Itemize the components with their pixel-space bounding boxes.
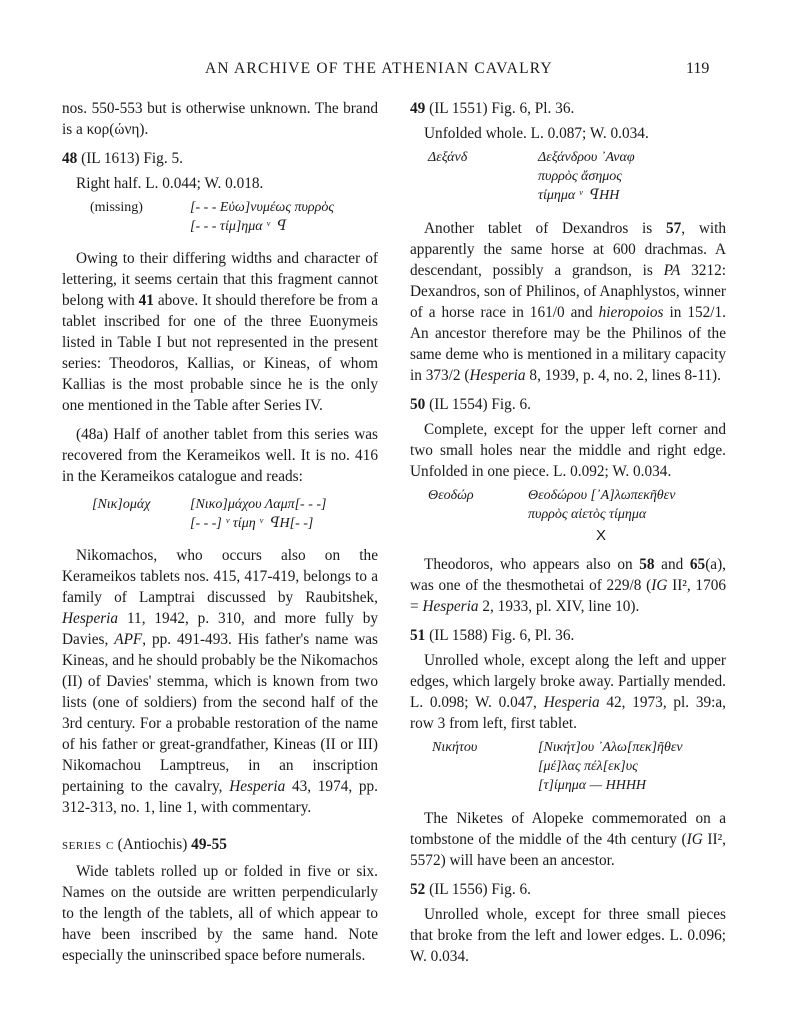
inscription-line: [τ]ίμημα — HHHH	[538, 778, 647, 793]
inscription-label: Δεξάνδ	[428, 150, 468, 165]
running-title: AN ARCHIVE OF THE ATHENIAN CAVALRY	[205, 60, 553, 77]
inscription-line: [Νικο]μάχου Λαμπ[- - -]	[190, 497, 327, 512]
paragraph-dexandros: Another tablet of Dexandros is 57, with apparently the same horse at 600 drachmas. A descendant, possibly a grandson, is PA 3212: Dexandros, son of Philinos, of Anaphlystos, winner of a horse race in 161/0 and hieropoios in 152/1. An ancestor therefore may be the Philinos of the same deme who is mentioned in a military capacity in 373/2 (Hesperia 8, 1939, p. 4, no. 2, lines 8-11).	[410, 220, 727, 384]
x-mark: X	[596, 527, 607, 544]
inscription-line: πυρρὸς ἄσημος	[538, 169, 622, 184]
paragraph-intro: nos. 550-553 but is otherwise unknown. The brand is a κορ(ώνη).	[62, 100, 378, 138]
paragraph-niketes: The Niketes of Alopeke commemorated on a tombstone of the middle of the 4th century (IG II², 5572) will have been an ancestor.	[410, 810, 726, 869]
entry-48-description: Right half. L. 0.044; W. 0.018.	[76, 175, 264, 192]
entry-48-heading: 48 (IL 1613) Fig. 5.	[62, 150, 183, 167]
paragraph-wide-tablets: Wide tablets rolled up or folded in five or six. Names on the outside are written perpendicularly to the length of the tablets, all of which appear to have been inscribed by the same hand. Note especially the uninscribed space before numerals.	[62, 863, 378, 964]
entry-50-heading: 50 (IL 1554) Fig. 6.	[410, 396, 531, 413]
entry-50-inscription	[410, 486, 726, 544]
inscription-label: [Νικ]ομάχ	[92, 497, 151, 512]
inscription-label: (missing)	[90, 200, 143, 215]
left-column	[62, 98, 378, 974]
entry-52-heading: 52 (IL 1556) Fig. 6.	[410, 881, 531, 898]
entry-51-inscription	[410, 738, 726, 798]
inscription-line: Δεξάνδρου ᾿Αναφ	[538, 150, 635, 165]
running-header	[0, 60, 787, 82]
entry-52-description: Unrolled whole, except for three small pieces that broke from the left and lower edges. L. 0.096; W. 0.034.	[410, 906, 726, 965]
entry-49-heading: 49 (IL 1551) Fig. 6, Pl. 36.	[410, 100, 575, 117]
inscription-line: [μέ]λας πέλ[εκ]υς	[538, 759, 638, 774]
page-number: 119	[686, 60, 710, 77]
entry-49-inscription	[410, 148, 726, 208]
entry-51-description: Unrolled whole, except along the left and upper edges, which largely broke away. Partially mended. L. 0.098; W. 0.047, Hesperia 42, 1973, pl. 39:a, row 3 from left, first tablet.	[410, 652, 726, 732]
entry-49-description: Unfolded whole. L. 0.087; W. 0.034.	[424, 125, 649, 142]
inscription-line: Θεοδώρου [᾿Α]λωπεκῆθεν	[528, 488, 676, 503]
inscription-line: [Νικήτ]ου ᾿Αλω[πεκ]ῆθεν	[538, 740, 683, 755]
right-column	[410, 98, 726, 975]
paragraph-theodoros: Theodoros, who appears also on 58 and 65(a), was one of the thesmothetai of 229/8 (IG II², 1706 = Hesperia 2, 1933, pl. XIV, line 10).	[410, 556, 727, 615]
inscription-label: Νικήτου	[432, 740, 478, 755]
inscription-line: [- - - Εὐω]νυμέως πυρρὸς	[190, 200, 335, 215]
entry-48a-paragraph: (48a) Half of another tablet from this series was recovered from the Kerameikos well. It is no. 416 in the Kerameikos catalogue and reads:	[62, 426, 378, 485]
entry-51-heading: 51 (IL 1588) Fig. 6, Pl. 36.	[410, 627, 575, 644]
series-c-heading: series c (Antiochis) 49-55	[62, 836, 227, 853]
inscription-line: [- - -] ᵛ τίμη ᵛ ꟼH[- -]	[190, 516, 314, 531]
inscription-line: [- - - τίμ]ημα ᵛ ꟼ	[190, 219, 287, 234]
inscription-line: πυρρὸς αἰετὸς τίμημα	[528, 507, 647, 522]
entry-50-description: Complete, except for the upper left corner and two small holes near the middle and right edge. Unfolded in one piece. L. 0.092; W. 0.034.	[410, 421, 726, 480]
entry-48a-inscription	[62, 495, 378, 535]
inscription-label: Θεοδώρ	[428, 488, 474, 503]
entry-48-inscription	[62, 198, 378, 238]
paragraph-nikomachos: Nikomachos, who occurs also on the Kerameikos tablets nos. 415, 417-419, belongs to a family of Lamptrai discussed by Raubitshek, Hesperia 11, 1942, p. 310, and more fully by Davies, APF, pp. 491-493. His father's name was Kineas, and he should probably be the Nikomachos (II) of Davies' stemma, which is known from two lists (one of soldiers) from the second half of the 3rd century. For a probable restoration of the name of his father or great-grandfather, Kineas (II or III) Nikomachou Lamptreus, in an inscription pertaining to the cavalry, Hesperia 43, 1974, pp. 312-313, no. 1, line 1, with commentary.	[62, 547, 378, 816]
paragraph-owing: Owing to their differing widths and character of lettering, it seems certain that this fragment cannot belong with 41 above. It should therefore be from a tablet inscribed for one of the three Euonymeis listed in Table I but not represented in the present series: Theodoros, Kallias, or Kineas, of whom Kallias is the most probable since he is the only one mentioned in the Table after Series IV.	[62, 250, 378, 414]
inscription-line: τίμημα ᵛ ꟼHH	[538, 188, 620, 203]
